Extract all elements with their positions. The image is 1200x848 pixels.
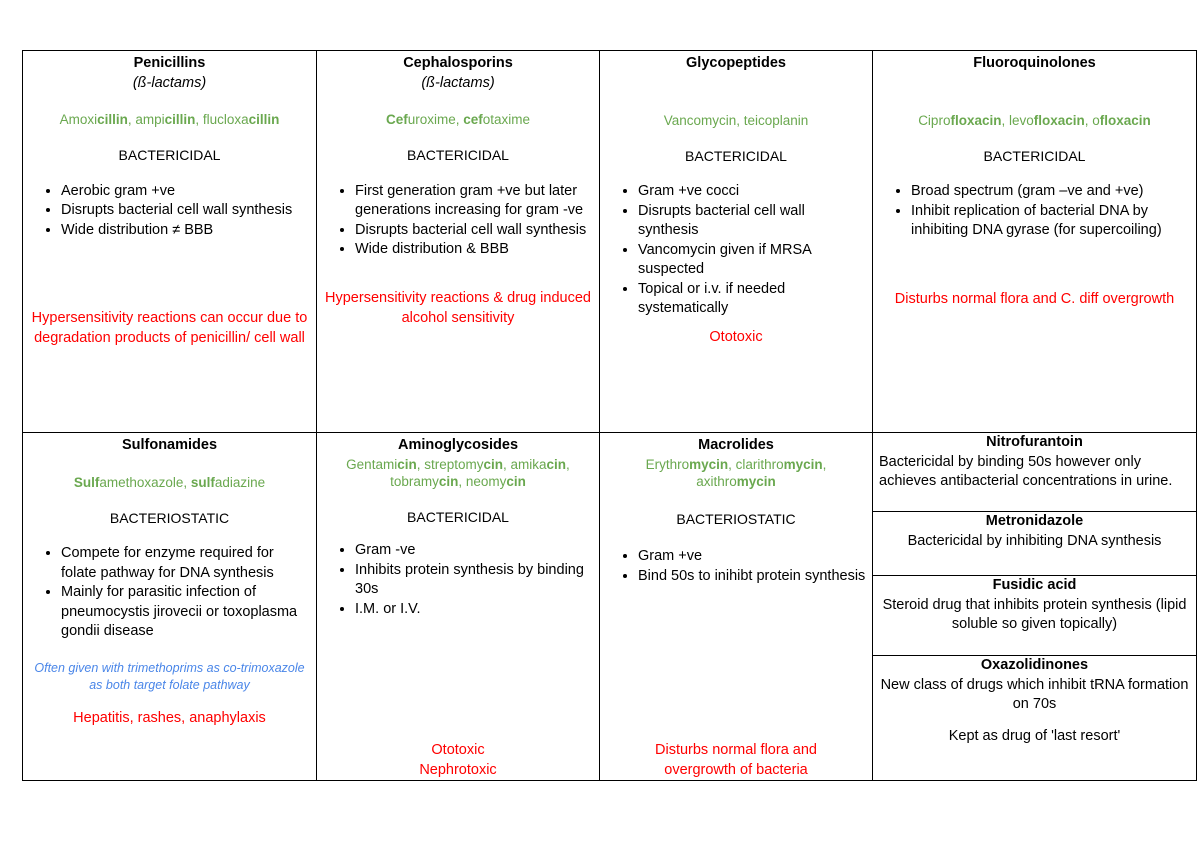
aminoglycosides-action: BACTERICIDAL: [407, 508, 509, 525]
metronidazole-block: [873, 512, 1196, 576]
penicillins-points: [29, 182, 310, 241]
list-item: • Bind 50s to inihibt protein synthesis: [638, 567, 866, 587]
list-item: • Disrupts bacterial cell wall synthesis: [638, 202, 866, 241]
macrolides-title: Macrolides: [698, 437, 774, 453]
list-item: • Wide distribution ≠ BBB: [61, 221, 310, 241]
penicillins-drugs: Amoxicillin, ampicillin, flucloxacillin: [59, 112, 280, 127]
metronidazole-title: Metronidazole: [985, 513, 1084, 529]
cephalosporins-action: BACTERICIDAL: [407, 147, 509, 163]
fluoroquinolones-drugs: Ciprofloxacin, levofloxacin, ofloxacin: [918, 112, 1151, 128]
cephalosporins-title: Cephalosporins: [403, 55, 513, 71]
nitrofurantoin-block: [873, 433, 1196, 512]
penicillins-title: Penicillins: [133, 55, 206, 71]
glycopeptides-drugs: Vancomycin, teicoplanin: [663, 112, 809, 128]
list-item: • Topical or i.v. if needed systematically: [638, 280, 866, 319]
cell-cephalosporins: [317, 51, 600, 433]
cell-penicillins: [23, 51, 317, 433]
cell-sulfonamides: [23, 433, 317, 781]
oxazolidinones-block: [873, 656, 1196, 776]
list-item: • Compete for enzyme required for folate pathway for DNA synthesis: [61, 544, 310, 583]
aminoglycosides-drugs: Gentamicin, streptomycin, amikacin, tobramycin, neomycin: [346, 456, 570, 489]
list-item: • Inhibit replication of bacterial DNA by inhibiting DNA gyrase (for supercoiling): [911, 202, 1190, 241]
list-item: • Vancomycin given if MRSA suspected: [638, 241, 866, 280]
cephalosporins-adverse: Hypersensitivity reactions & drug induced alcohol sensitivity: [325, 289, 591, 326]
sulfonamides-action: BACTERIOSTATIC: [109, 509, 230, 526]
cell-macrolides: [600, 433, 873, 781]
macrolides-drugs: Erythromycin, clarithromycin, axithromycin: [645, 456, 827, 489]
list-item: • Gram -ve: [355, 541, 593, 561]
fusidic-acid-text: Steroid drug that inhibits protein synthesis (lipid soluble so given topically): [882, 596, 1187, 632]
list-item: • Disrupts bacterial cell wall synthesis: [61, 201, 310, 221]
penicillins-subtitle: (ß-lactams): [132, 74, 207, 91]
list-item: • Inhibits protein synthesis by binding 30s: [355, 561, 593, 600]
list-item: • Broad spectrum (gram –ve and +ve): [911, 182, 1190, 202]
list-item: • Wide distribution & BBB: [355, 240, 593, 260]
fluoroquinolones-title: Fluoroquinolones: [973, 55, 1096, 71]
sulfonamides-title: Sulfonamides: [121, 437, 218, 453]
antibiotics-table: [22, 50, 1197, 781]
cell-fluoroquinolones: [873, 51, 1197, 433]
sulfonamides-note: Often given with trimethoprims as co-trimoxazole as both target folate pathway: [34, 660, 305, 692]
list-item: • Gram +ve: [638, 547, 866, 567]
glycopeptides-adverse: Ototoxic: [709, 328, 763, 345]
aminoglycosides-title: Aminoglycosides: [397, 437, 519, 453]
oxazolidinones-title: Oxazolidinones: [980, 657, 1089, 673]
list-item: • Disrupts bacterial cell wall synthesis: [355, 221, 593, 241]
glycopeptides-title: Glycopeptides: [686, 55, 786, 71]
cephalosporins-points: [323, 182, 593, 260]
fusidic-acid-title: Fusidic acid: [992, 577, 1077, 593]
sulfonamides-adverse: Hepatitis, rashes, anaphylaxis: [73, 709, 266, 726]
metronidazole-text: Bactericidal by inhibiting DNA synthesis: [907, 532, 1162, 549]
oxazolidinones-text: New class of drugs which inhibit tRNA formation on 70s: [880, 676, 1189, 712]
fusidic-acid-block: [873, 576, 1196, 656]
oxazolidinones-text-2: Kept as drug of 'last resort': [948, 727, 1121, 744]
list-item: • I.M. or I.V.: [355, 600, 593, 620]
macrolides-action: BACTERIOSTATIC: [676, 510, 796, 527]
fluoroquinolones-adverse: Disturbs normal flora and C. diff overgrowth: [894, 290, 1175, 307]
sulfonamides-points: [29, 544, 310, 642]
list-item: • Mainly for parasitic infection of pneumocystis jirovecii or toxoplasma gondii disease: [61, 583, 310, 642]
aminoglycosides-points: [323, 541, 593, 619]
cell-glycopeptides: [600, 51, 873, 433]
cephalosporins-subtitle: (ß-lactams): [421, 74, 495, 91]
sulfonamides-drugs: Sulfamethoxazole, sulfadiazine: [73, 474, 266, 490]
fluoroquinolones-action: BACTERICIDAL: [983, 147, 1086, 164]
list-item: • Aerobic gram +ve: [61, 182, 310, 202]
nitrofurantoin-title: Nitrofurantoin: [986, 434, 1083, 450]
penicillins-action: BACTERICIDAL: [118, 147, 221, 163]
glycopeptides-points: [606, 182, 866, 319]
cephalosporins-drugs: Cefuroxime, cefotaxime: [385, 112, 531, 127]
list-item: • First generation gram +ve but later generations increasing for gram -ve: [355, 182, 593, 221]
list-item: • Gram +ve cocci: [638, 182, 866, 202]
cell-aminoglycosides: [317, 433, 600, 781]
cell-other-antibiotics: [873, 433, 1197, 781]
penicillins-adverse: Hypersensitivity reactions can occur due to degradation products of penicillin/ cell wall: [31, 310, 308, 346]
aminoglycosides-adverse: Ototoxic Nephrotoxic: [419, 742, 497, 778]
fluoroquinolones-points: [879, 182, 1190, 241]
nitrofurantoin-text: Bactericidal by binding 50s however only achieves antibacterial concentrations in urine.: [879, 453, 1173, 489]
macrolides-adverse: Disturbs normal flora and overgrowth of bacteria: [655, 742, 817, 778]
glycopeptides-action: BACTERICIDAL: [685, 147, 787, 164]
macrolides-points: [606, 547, 866, 586]
